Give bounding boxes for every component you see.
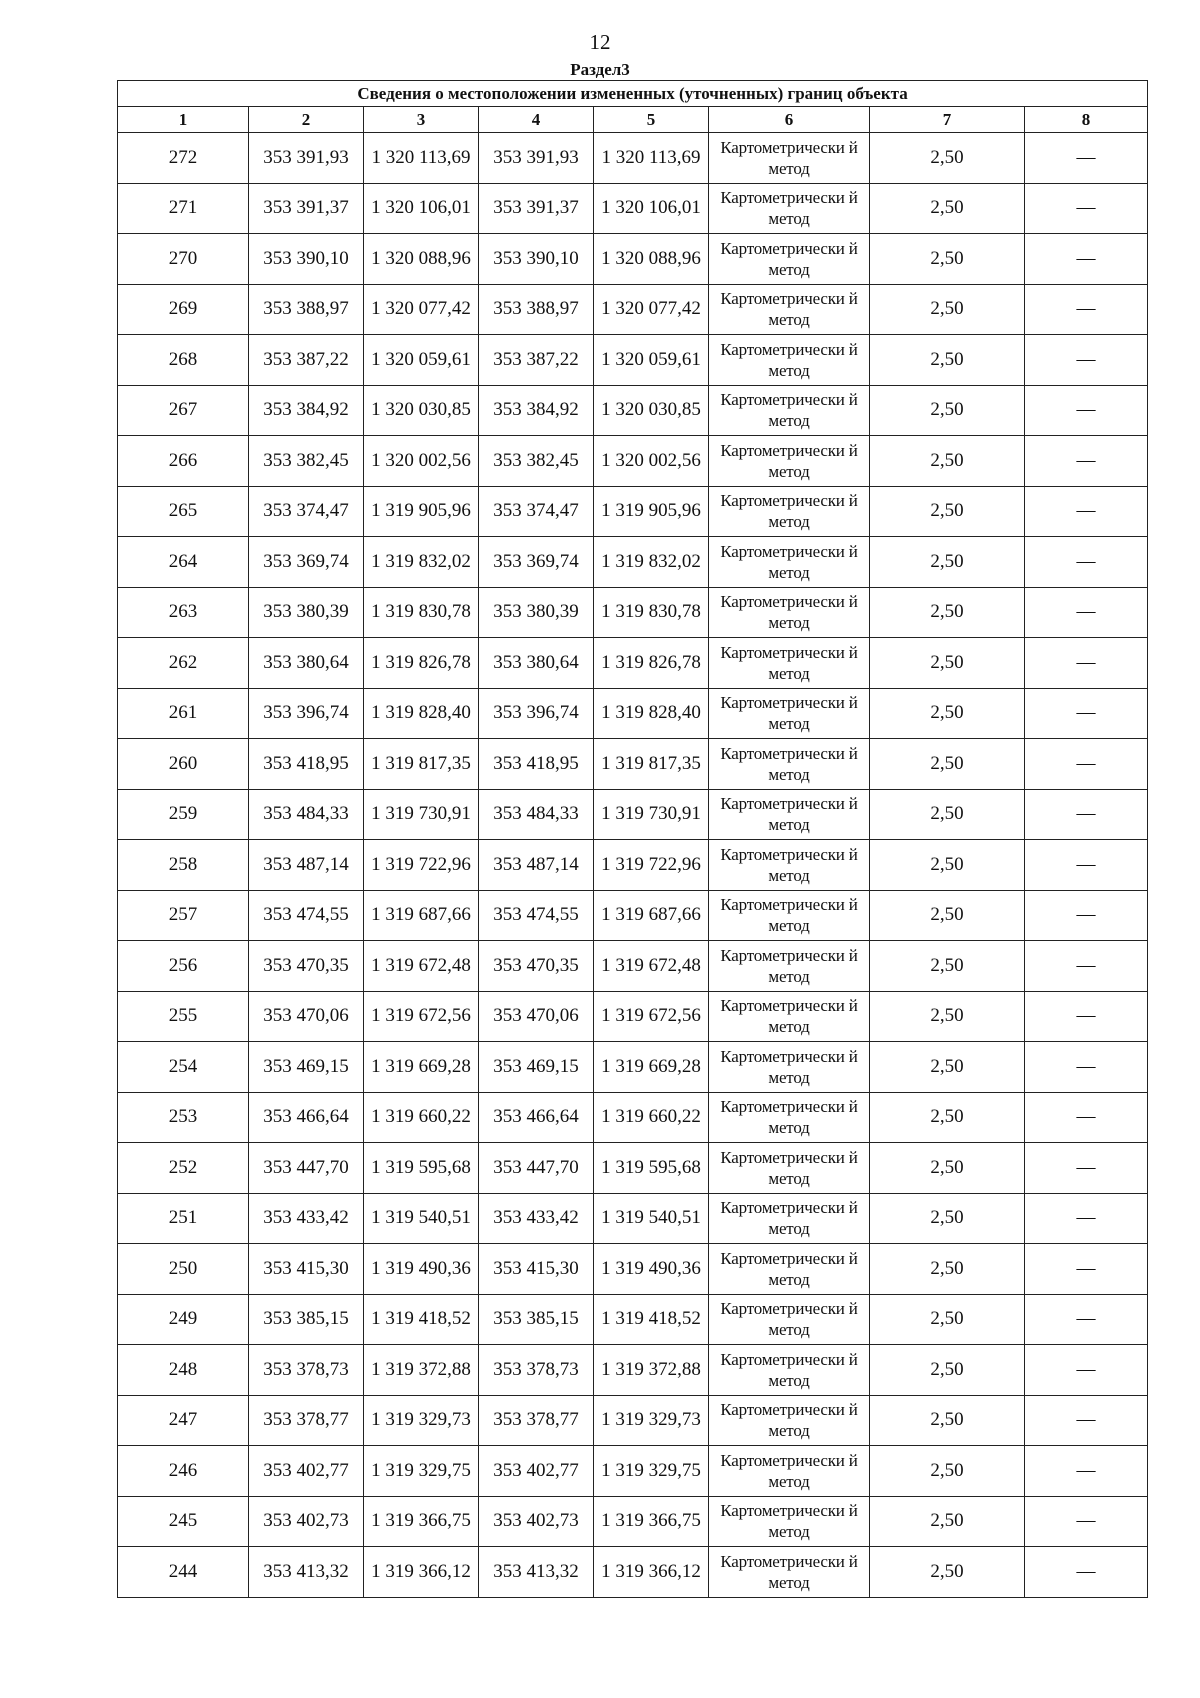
cell-method: Картометрически й метод (709, 840, 870, 891)
table-row (118, 1345, 1148, 1396)
cell-method: Картометрически й метод (709, 1092, 870, 1143)
cell-old-x: 353 470,06 (249, 991, 364, 1042)
cell-accuracy: 2,50 (870, 385, 1025, 436)
cell-new-x: 353 391,93 (479, 133, 594, 184)
cell-new-y: 1 319 905,96 (594, 486, 709, 537)
cell-point-number: 250 (118, 1244, 249, 1295)
cell-method: Картометрически й метод (709, 688, 870, 739)
cell-accuracy: 2,50 (870, 1092, 1025, 1143)
cell-description: — (1025, 183, 1148, 234)
cell-old-y: 1 319 490,36 (364, 1244, 479, 1295)
cell-accuracy: 2,50 (870, 335, 1025, 386)
cell-accuracy: 2,50 (870, 739, 1025, 790)
cell-description: — (1025, 1193, 1148, 1244)
cell-old-x: 353 391,37 (249, 183, 364, 234)
table-row (118, 840, 1148, 891)
cell-description: — (1025, 638, 1148, 689)
table-row (118, 133, 1148, 184)
cell-accuracy: 2,50 (870, 688, 1025, 739)
cell-accuracy: 2,50 (870, 183, 1025, 234)
cell-old-x: 353 391,93 (249, 133, 364, 184)
cell-point-number: 262 (118, 638, 249, 689)
cell-old-x: 353 387,22 (249, 335, 364, 386)
cell-accuracy: 2,50 (870, 1294, 1025, 1345)
cell-method: Картометрически й метод (709, 234, 870, 285)
cell-new-y: 1 320 077,42 (594, 284, 709, 335)
cell-old-y: 1 319 830,78 (364, 587, 479, 638)
cell-old-y: 1 319 687,66 (364, 890, 479, 941)
table-row (118, 739, 1148, 790)
cell-point-number: 253 (118, 1092, 249, 1143)
column-number-5: 5 (594, 107, 709, 133)
cell-old-x: 353 413,32 (249, 1547, 364, 1598)
column-number-8: 8 (1025, 107, 1148, 133)
table-row (118, 537, 1148, 588)
cell-new-y: 1 319 366,75 (594, 1496, 709, 1547)
cell-point-number: 251 (118, 1193, 249, 1244)
cell-point-number: 271 (118, 183, 249, 234)
cell-description: — (1025, 587, 1148, 638)
cell-point-number: 261 (118, 688, 249, 739)
cell-new-x: 353 402,77 (479, 1446, 594, 1497)
cell-new-y: 1 319 672,56 (594, 991, 709, 1042)
cell-description: — (1025, 941, 1148, 992)
cell-new-y: 1 320 030,85 (594, 385, 709, 436)
cell-old-y: 1 319 730,91 (364, 789, 479, 840)
table-row (118, 1395, 1148, 1446)
table-row (118, 234, 1148, 285)
cell-description: — (1025, 1496, 1148, 1547)
cell-point-number: 272 (118, 133, 249, 184)
cell-accuracy: 2,50 (870, 1042, 1025, 1093)
cell-accuracy: 2,50 (870, 638, 1025, 689)
cell-old-x: 353 402,73 (249, 1496, 364, 1547)
cell-new-x: 353 390,10 (479, 234, 594, 285)
cell-new-x: 353 387,22 (479, 335, 594, 386)
table-row (118, 1496, 1148, 1547)
cell-new-x: 353 384,92 (479, 385, 594, 436)
table-row (118, 335, 1148, 386)
cell-point-number: 258 (118, 840, 249, 891)
table-row (118, 284, 1148, 335)
cell-accuracy: 2,50 (870, 1547, 1025, 1598)
cell-description: — (1025, 1042, 1148, 1093)
cell-new-y: 1 320 113,69 (594, 133, 709, 184)
cell-point-number: 249 (118, 1294, 249, 1345)
cell-method: Картометрически й метод (709, 1294, 870, 1345)
cell-point-number: 257 (118, 890, 249, 941)
table-row (118, 991, 1148, 1042)
cell-description: — (1025, 537, 1148, 588)
column-number-7: 7 (870, 107, 1025, 133)
cell-description: — (1025, 688, 1148, 739)
cell-new-x: 353 391,37 (479, 183, 594, 234)
cell-old-y: 1 319 722,96 (364, 840, 479, 891)
cell-old-y: 1 320 106,01 (364, 183, 479, 234)
cell-method: Картометрически й метод (709, 1547, 870, 1598)
cell-method: Картометрически й метод (709, 789, 870, 840)
cell-point-number: 268 (118, 335, 249, 386)
cell-description: — (1025, 335, 1148, 386)
cell-description: — (1025, 1395, 1148, 1446)
cell-method: Картометрически й метод (709, 1193, 870, 1244)
cell-old-x: 353 388,97 (249, 284, 364, 335)
cell-new-x: 353 466,64 (479, 1092, 594, 1143)
cell-new-y: 1 319 722,96 (594, 840, 709, 891)
cell-old-y: 1 319 540,51 (364, 1193, 479, 1244)
table-row (118, 1294, 1148, 1345)
cell-point-number: 248 (118, 1345, 249, 1396)
cell-old-y: 1 319 669,28 (364, 1042, 479, 1093)
cell-new-x: 353 402,73 (479, 1496, 594, 1547)
cell-method: Картометрически й метод (709, 1345, 870, 1396)
cell-description: — (1025, 1143, 1148, 1194)
cell-point-number: 247 (118, 1395, 249, 1446)
cell-new-y: 1 319 490,36 (594, 1244, 709, 1295)
cell-new-y: 1 320 088,96 (594, 234, 709, 285)
column-number-row (118, 107, 1148, 133)
cell-old-x: 353 382,45 (249, 436, 364, 487)
cell-new-x: 353 484,33 (479, 789, 594, 840)
boundary-coordinates-table (117, 80, 1148, 1598)
table-row (118, 1547, 1148, 1598)
cell-point-number: 270 (118, 234, 249, 285)
table-title-row (118, 81, 1148, 107)
cell-new-x: 353 396,74 (479, 688, 594, 739)
cell-new-x: 353 378,77 (479, 1395, 594, 1446)
cell-accuracy: 2,50 (870, 133, 1025, 184)
cell-point-number: 254 (118, 1042, 249, 1093)
cell-point-number: 256 (118, 941, 249, 992)
cell-old-y: 1 319 672,48 (364, 941, 479, 992)
column-number-3: 3 (364, 107, 479, 133)
cell-point-number: 259 (118, 789, 249, 840)
cell-accuracy: 2,50 (870, 991, 1025, 1042)
cell-old-x: 353 469,15 (249, 1042, 364, 1093)
cell-new-x: 353 469,15 (479, 1042, 594, 1093)
cell-old-x: 353 487,14 (249, 840, 364, 891)
cell-old-y: 1 320 030,85 (364, 385, 479, 436)
cell-new-y: 1 320 106,01 (594, 183, 709, 234)
cell-description: — (1025, 789, 1148, 840)
cell-old-x: 353 390,10 (249, 234, 364, 285)
cell-description: — (1025, 284, 1148, 335)
column-number-6: 6 (709, 107, 870, 133)
cell-description: — (1025, 1244, 1148, 1295)
cell-description: — (1025, 991, 1148, 1042)
cell-old-y: 1 319 672,56 (364, 991, 479, 1042)
cell-description: — (1025, 436, 1148, 487)
cell-new-x: 353 470,06 (479, 991, 594, 1042)
table-row (118, 1092, 1148, 1143)
cell-new-x: 353 374,47 (479, 486, 594, 537)
cell-method: Картометрически й метод (709, 133, 870, 184)
table-row (118, 890, 1148, 941)
cell-accuracy: 2,50 (870, 1193, 1025, 1244)
cell-new-x: 353 474,55 (479, 890, 594, 941)
cell-old-x: 353 466,64 (249, 1092, 364, 1143)
cell-new-y: 1 319 669,28 (594, 1042, 709, 1093)
cell-new-y: 1 319 817,35 (594, 739, 709, 790)
table-row (118, 183, 1148, 234)
cell-accuracy: 2,50 (870, 1446, 1025, 1497)
cell-accuracy: 2,50 (870, 1345, 1025, 1396)
cell-accuracy: 2,50 (870, 789, 1025, 840)
column-number-2: 2 (249, 107, 364, 133)
cell-old-y: 1 319 418,52 (364, 1294, 479, 1345)
table-row (118, 1042, 1148, 1093)
cell-point-number: 245 (118, 1496, 249, 1547)
cell-old-x: 353 385,15 (249, 1294, 364, 1345)
cell-old-y: 1 319 905,96 (364, 486, 479, 537)
cell-point-number: 266 (118, 436, 249, 487)
cell-method: Картометрически й метод (709, 941, 870, 992)
cell-new-x: 353 413,32 (479, 1547, 594, 1598)
cell-old-y: 1 320 088,96 (364, 234, 479, 285)
cell-old-x: 353 380,39 (249, 587, 364, 638)
cell-old-x: 353 378,73 (249, 1345, 364, 1396)
cell-method: Картометрически й метод (709, 1446, 870, 1497)
table-row (118, 1143, 1148, 1194)
cell-description: — (1025, 385, 1148, 436)
cell-description: — (1025, 1547, 1148, 1598)
cell-accuracy: 2,50 (870, 890, 1025, 941)
section-label: Раздел3 (570, 60, 630, 79)
table-row (118, 436, 1148, 487)
cell-method: Картометрически й метод (709, 991, 870, 1042)
cell-new-y: 1 319 540,51 (594, 1193, 709, 1244)
cell-old-x: 353 474,55 (249, 890, 364, 941)
table-row (118, 1244, 1148, 1295)
cell-point-number: 263 (118, 587, 249, 638)
cell-point-number: 264 (118, 537, 249, 588)
cell-new-y: 1 319 687,66 (594, 890, 709, 941)
cell-old-y: 1 319 366,75 (364, 1496, 479, 1547)
cell-method: Картометрически й метод (709, 284, 870, 335)
cell-point-number: 244 (118, 1547, 249, 1598)
cell-new-y: 1 319 329,75 (594, 1446, 709, 1497)
cell-old-y: 1 319 372,88 (364, 1345, 479, 1396)
table-row (118, 1446, 1148, 1497)
cell-old-y: 1 319 660,22 (364, 1092, 479, 1143)
table-row (118, 638, 1148, 689)
cell-old-y: 1 319 826,78 (364, 638, 479, 689)
cell-new-x: 353 487,14 (479, 840, 594, 891)
cell-method: Картометрически й метод (709, 1496, 870, 1547)
cell-point-number: 265 (118, 486, 249, 537)
cell-old-y: 1 319 828,40 (364, 688, 479, 739)
cell-old-x: 353 484,33 (249, 789, 364, 840)
cell-old-x: 353 415,30 (249, 1244, 364, 1295)
cell-old-x: 353 378,77 (249, 1395, 364, 1446)
cell-accuracy: 2,50 (870, 486, 1025, 537)
cell-method: Картометрически й метод (709, 1042, 870, 1093)
cell-new-x: 353 447,70 (479, 1143, 594, 1194)
cell-old-x: 353 396,74 (249, 688, 364, 739)
cell-description: — (1025, 1092, 1148, 1143)
cell-new-x: 353 380,39 (479, 587, 594, 638)
cell-new-x: 353 369,74 (479, 537, 594, 588)
cell-description: — (1025, 133, 1148, 184)
cell-description: — (1025, 739, 1148, 790)
cell-old-y: 1 320 059,61 (364, 335, 479, 386)
cell-new-x: 353 388,97 (479, 284, 594, 335)
cell-new-y: 1 319 329,73 (594, 1395, 709, 1446)
cell-method: Картометрически й метод (709, 739, 870, 790)
cell-accuracy: 2,50 (870, 840, 1025, 891)
cell-old-y: 1 319 817,35 (364, 739, 479, 790)
cell-old-y: 1 319 329,73 (364, 1395, 479, 1446)
table-row (118, 385, 1148, 436)
cell-new-y: 1 319 672,48 (594, 941, 709, 992)
cell-new-x: 353 470,35 (479, 941, 594, 992)
cell-description: — (1025, 890, 1148, 941)
cell-accuracy: 2,50 (870, 1143, 1025, 1194)
cell-old-x: 353 374,47 (249, 486, 364, 537)
cell-description: — (1025, 1294, 1148, 1345)
cell-new-x: 353 382,45 (479, 436, 594, 487)
cell-accuracy: 2,50 (870, 941, 1025, 992)
cell-new-y: 1 319 730,91 (594, 789, 709, 840)
cell-point-number: 255 (118, 991, 249, 1042)
table-row (118, 486, 1148, 537)
cell-new-y: 1 319 366,12 (594, 1547, 709, 1598)
cell-method: Картометрически й метод (709, 385, 870, 436)
cell-new-y: 1 319 828,40 (594, 688, 709, 739)
cell-new-y: 1 320 059,61 (594, 335, 709, 386)
cell-new-y: 1 319 660,22 (594, 1092, 709, 1143)
cell-new-x: 353 415,30 (479, 1244, 594, 1295)
cell-old-y: 1 319 329,75 (364, 1446, 479, 1497)
cell-new-y: 1 319 826,78 (594, 638, 709, 689)
table-title: Сведения о местоположении измененных (уточненных) границ объекта (118, 81, 1148, 107)
cell-old-x: 353 380,64 (249, 638, 364, 689)
cell-accuracy: 2,50 (870, 284, 1025, 335)
cell-old-x: 353 433,42 (249, 1193, 364, 1244)
cell-new-y: 1 319 595,68 (594, 1143, 709, 1194)
table-row (118, 789, 1148, 840)
cell-point-number: 269 (118, 284, 249, 335)
cell-old-x: 353 470,35 (249, 941, 364, 992)
cell-new-x: 353 433,42 (479, 1193, 594, 1244)
cell-method: Картометрически й метод (709, 587, 870, 638)
cell-method: Картометрически й метод (709, 1143, 870, 1194)
cell-accuracy: 2,50 (870, 537, 1025, 588)
cell-old-y: 1 320 077,42 (364, 284, 479, 335)
cell-description: — (1025, 234, 1148, 285)
table-row (118, 688, 1148, 739)
cell-point-number: 267 (118, 385, 249, 436)
cell-old-y: 1 320 002,56 (364, 436, 479, 487)
cell-description: — (1025, 840, 1148, 891)
cell-description: — (1025, 486, 1148, 537)
cell-method: Картометрически й метод (709, 486, 870, 537)
cell-method: Картометрически й метод (709, 1395, 870, 1446)
cell-description: — (1025, 1446, 1148, 1497)
cell-accuracy: 2,50 (870, 1395, 1025, 1446)
cell-accuracy: 2,50 (870, 587, 1025, 638)
cell-method: Картометрически й метод (709, 436, 870, 487)
cell-old-x: 353 447,70 (249, 1143, 364, 1194)
cell-new-y: 1 319 832,02 (594, 537, 709, 588)
cell-new-y: 1 320 002,56 (594, 436, 709, 487)
cell-old-y: 1 320 113,69 (364, 133, 479, 184)
page-number: 12 (589, 30, 611, 54)
cell-new-x: 353 418,95 (479, 739, 594, 790)
cell-old-x: 353 384,92 (249, 385, 364, 436)
cell-accuracy: 2,50 (870, 234, 1025, 285)
cell-method: Картометрически й метод (709, 183, 870, 234)
cell-new-x: 353 385,15 (479, 1294, 594, 1345)
cell-old-x: 353 369,74 (249, 537, 364, 588)
cell-new-x: 353 378,73 (479, 1345, 594, 1396)
table-row (118, 1193, 1148, 1244)
table-row (118, 941, 1148, 992)
cell-description: — (1025, 1345, 1148, 1396)
cell-old-y: 1 319 595,68 (364, 1143, 479, 1194)
cell-new-x: 353 380,64 (479, 638, 594, 689)
cell-method: Картометрически й метод (709, 638, 870, 689)
cell-accuracy: 2,50 (870, 436, 1025, 487)
cell-old-x: 353 402,77 (249, 1446, 364, 1497)
table-body (118, 133, 1148, 1598)
cell-old-x: 353 418,95 (249, 739, 364, 790)
cell-point-number: 260 (118, 739, 249, 790)
cell-old-y: 1 319 366,12 (364, 1547, 479, 1598)
cell-method: Картометрически й метод (709, 890, 870, 941)
cell-method: Картометрически й метод (709, 335, 870, 386)
column-number-1: 1 (118, 107, 249, 133)
column-number-4: 4 (479, 107, 594, 133)
cell-point-number: 246 (118, 1446, 249, 1497)
cell-new-y: 1 319 830,78 (594, 587, 709, 638)
cell-new-y: 1 319 418,52 (594, 1294, 709, 1345)
cell-old-y: 1 319 832,02 (364, 537, 479, 588)
cell-accuracy: 2,50 (870, 1244, 1025, 1295)
cell-point-number: 252 (118, 1143, 249, 1194)
cell-accuracy: 2,50 (870, 1496, 1025, 1547)
cell-method: Картометрически й метод (709, 537, 870, 588)
table-row (118, 587, 1148, 638)
cell-method: Картометрически й метод (709, 1244, 870, 1295)
cell-new-y: 1 319 372,88 (594, 1345, 709, 1396)
